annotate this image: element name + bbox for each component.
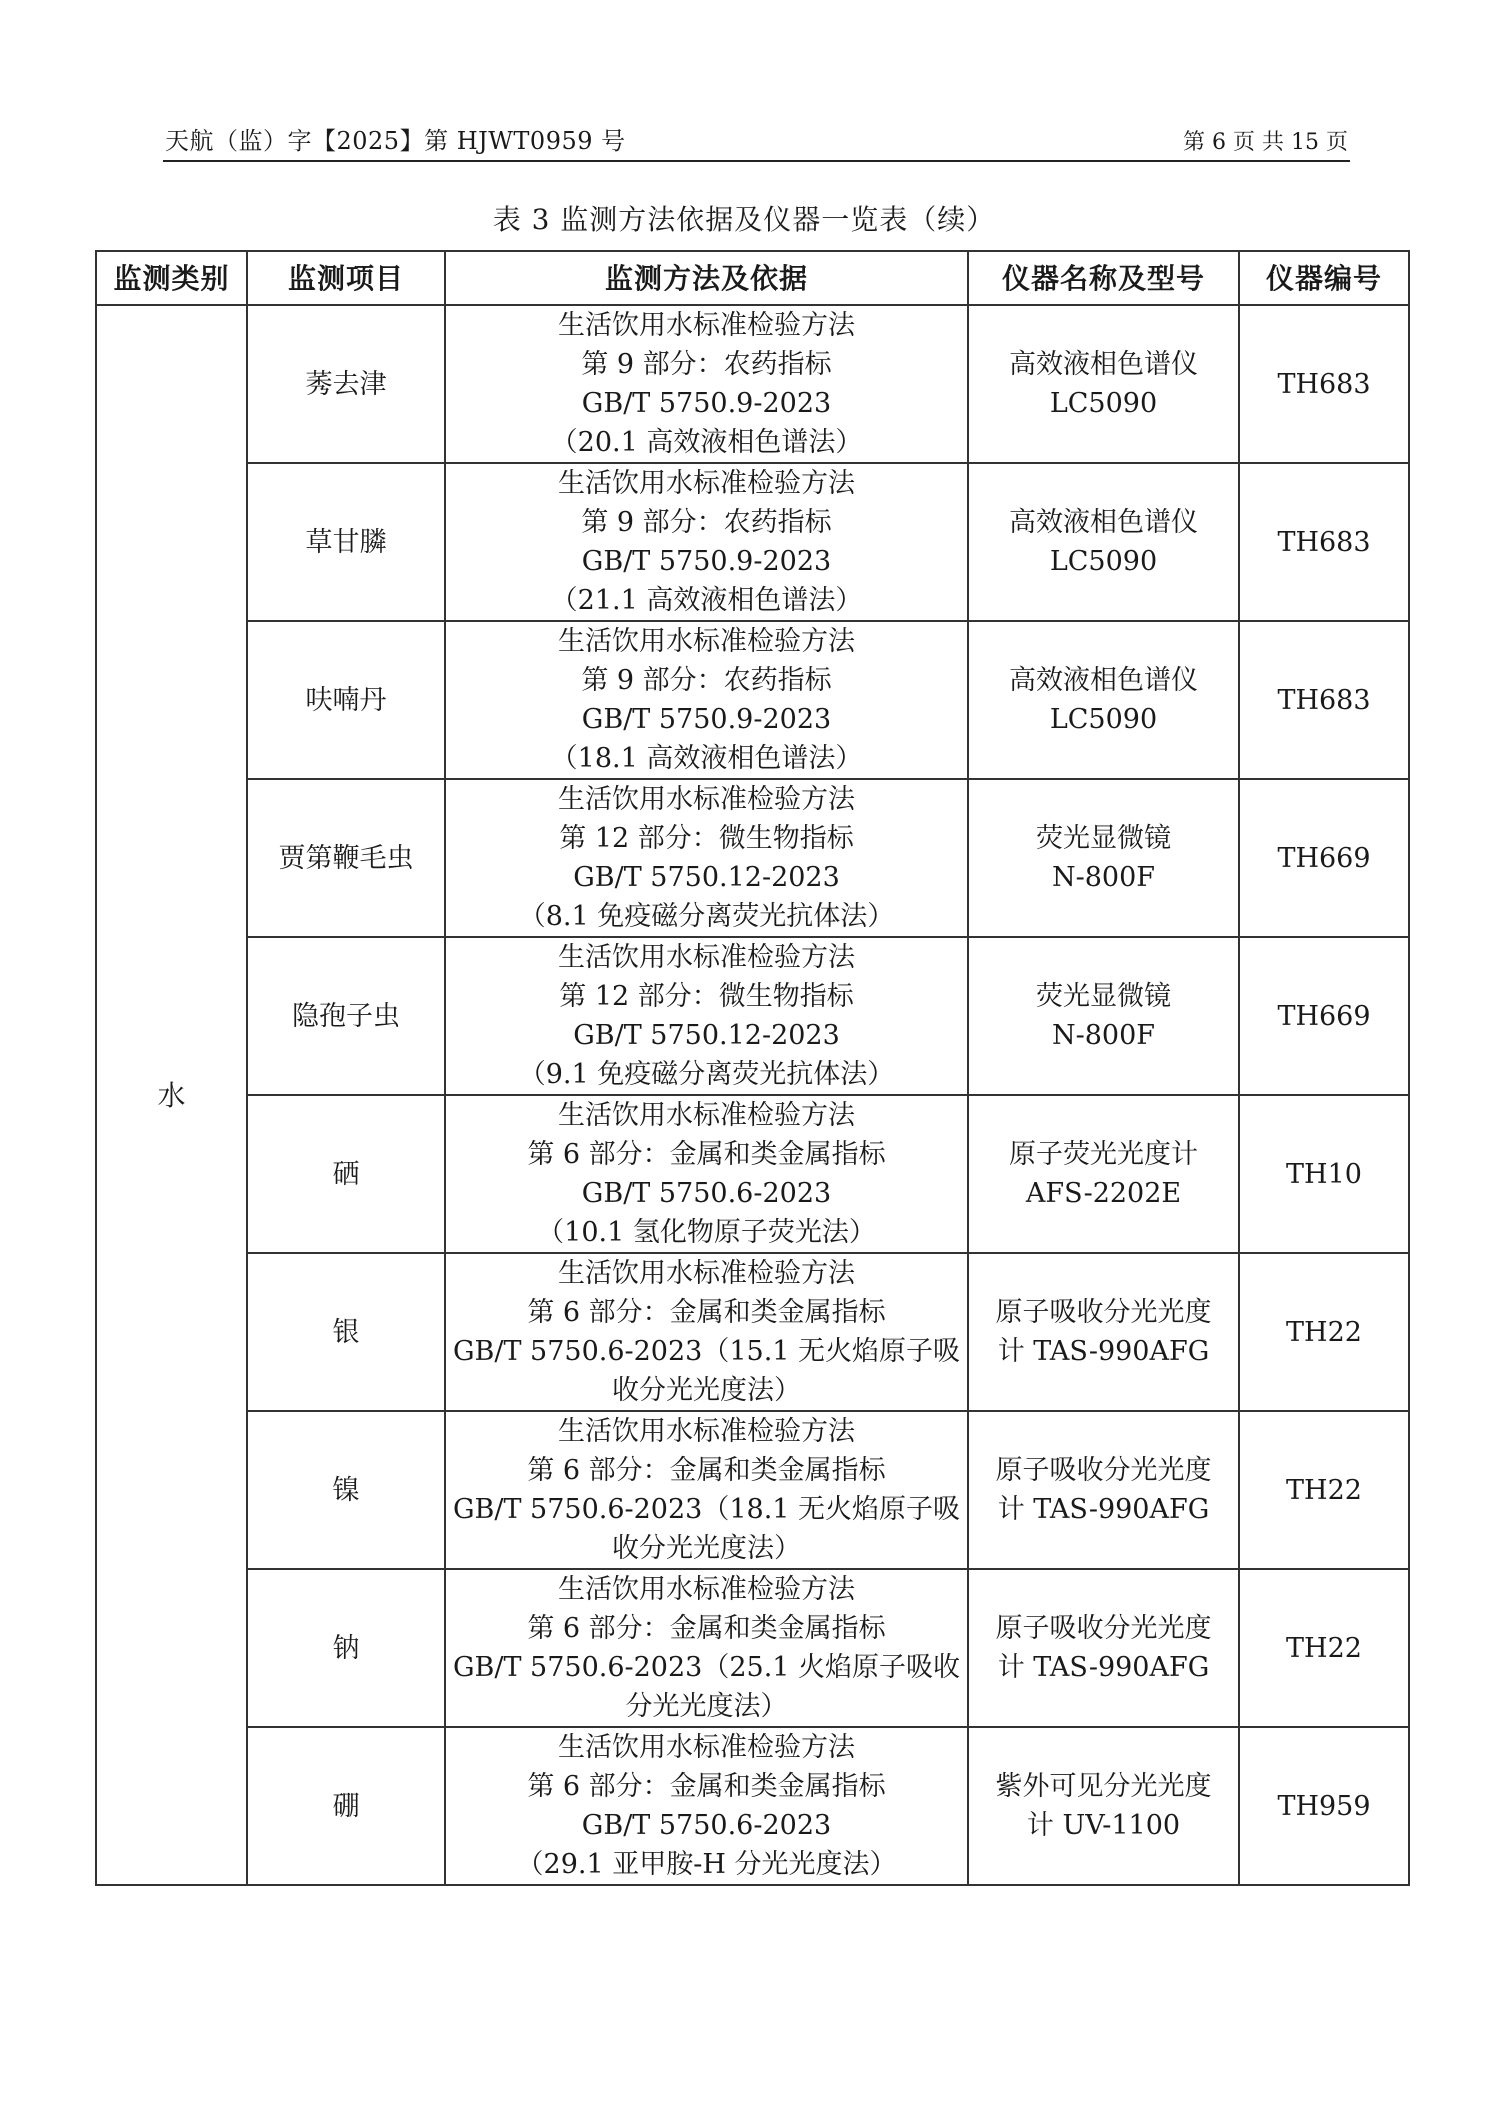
method-cell [445,305,968,463]
instrument-id-cell: TH22 [1239,1411,1409,1569]
item-cell: 草甘膦 [247,463,445,621]
report-number: 天航（监）字【2025】第 HJWT0959 号 [165,127,626,155]
method-line: GB/T 5750.6-2023（15.1 无火焰原子吸 [452,1336,961,1367]
method-line: （8.1 免疫磁分离荧光抗体法） [518,901,895,932]
instrument-cell [968,937,1239,1095]
instrument-line: 荧光显微镜 [1036,823,1171,854]
table-row [96,1727,1409,1885]
instrument-line: 计 UV-1100 [1026,1810,1181,1841]
instrument-line: 原子吸收分光光度 [995,1455,1212,1486]
instrument-line: 计 TAS-990AFG [997,1494,1210,1525]
method-cell [445,1727,968,1885]
item-cell: 莠去津 [247,305,445,463]
instrument-line: 紫外可见分光光度 [995,1771,1212,1802]
method-cell [445,621,968,779]
table-row [96,1095,1409,1253]
instrument-cell [968,1727,1239,1885]
table-row [96,621,1409,779]
col-header-instrument: 仪器名称及型号 [968,251,1239,305]
instrument-cell [968,779,1239,937]
instrument-line: N-800F [1051,1020,1156,1051]
instrument-line: 荧光显微镜 [1036,981,1171,1012]
instrument-line: 计 TAS-990AFG [997,1336,1210,1367]
item-cell: 镍 [247,1411,445,1569]
method-line: （10.1 氢化物原子荧光法） [537,1217,876,1248]
method-instrument-table [95,250,1410,1886]
category-cell: 水 [96,305,247,1885]
item-cell: 呋喃丹 [247,621,445,779]
method-line: GB/T 5750.9-2023 [581,388,832,419]
instrument-line: 原子吸收分光光度 [995,1613,1212,1644]
method-line: GB/T 5750.6-2023（18.1 无火焰原子吸 [452,1494,961,1525]
instrument-line: N-800F [1051,862,1156,893]
instrument-line: 高效液相色谱仪 [1009,507,1198,538]
instrument-id-cell: TH683 [1239,463,1409,621]
table-row [96,305,1409,463]
method-line: GB/T 5750.9-2023 [581,546,832,577]
method-line: 生活饮用水标准检验方法 [558,310,855,341]
method-cell [445,937,968,1095]
method-line: 第 9 部分：农药指标 [581,665,832,696]
instrument-line: 原子吸收分光光度 [995,1297,1212,1328]
instrument-line: 计 TAS-990AFG [997,1652,1210,1683]
instrument-line: LC5090 [1049,704,1158,735]
method-line: 生活饮用水标准检验方法 [558,1100,855,1131]
col-header-method: 监测方法及依据 [445,251,968,305]
method-line: GB/T 5750.9-2023 [581,704,832,735]
instrument-cell [968,621,1239,779]
instrument-line: 高效液相色谱仪 [1009,349,1198,380]
method-line: 分光光度法） [625,1691,788,1722]
method-line: 收分光光度法） [612,1533,801,1564]
method-line: 生活饮用水标准检验方法 [558,942,855,973]
col-header-instrument-id: 仪器编号 [1239,251,1409,305]
method-line: 第 6 部分：金属和类金属指标 [527,1139,886,1170]
method-line: 第 6 部分：金属和类金属指标 [527,1455,886,1486]
method-cell [445,463,968,621]
col-header-category: 监测类别 [96,251,247,305]
method-line: 生活饮用水标准检验方法 [558,1732,855,1763]
method-line: 生活饮用水标准检验方法 [558,1574,855,1605]
instrument-cell [968,1411,1239,1569]
instrument-cell [968,1569,1239,1727]
instrument-id-cell: TH10 [1239,1095,1409,1253]
instrument-id-cell: TH22 [1239,1253,1409,1411]
item-cell: 硒 [247,1095,445,1253]
method-line: （20.1 高效液相色谱法） [550,427,863,458]
instrument-line: AFS-2202E [1025,1178,1182,1209]
method-line: 生活饮用水标准检验方法 [558,626,855,657]
method-line: （29.1 亚甲胺-H 分光光度法） [516,1849,897,1880]
method-cell [445,1253,968,1411]
instrument-id-cell: TH669 [1239,937,1409,1095]
table-row [96,1253,1409,1411]
col-header-item: 监测项目 [247,251,445,305]
item-cell: 贾第鞭毛虫 [247,779,445,937]
method-line: GB/T 5750.12-2023 [573,862,840,893]
table-row [96,1569,1409,1727]
instrument-line: 原子荧光光度计 [1009,1139,1198,1170]
item-cell: 银 [247,1253,445,1411]
item-cell: 隐孢子虫 [247,937,445,1095]
instrument-id-cell: TH22 [1239,1569,1409,1727]
table-row [96,937,1409,1095]
instrument-cell [968,305,1239,463]
method-line: 生活饮用水标准检验方法 [558,1416,855,1447]
page-number: 第 6 页 共 15 页 [1183,130,1348,155]
method-line: GB/T 5750.6-2023 [581,1178,832,1209]
method-cell [445,779,968,937]
method-cell [445,1095,968,1253]
page-header [163,124,1350,162]
instrument-id-cell: TH683 [1239,305,1409,463]
table-row [96,463,1409,621]
item-cell: 硼 [247,1727,445,1885]
method-line: 生活饮用水标准检验方法 [558,468,855,499]
table-row [96,779,1409,937]
instrument-id-cell: TH683 [1239,621,1409,779]
instrument-line: LC5090 [1049,388,1158,419]
method-line: 第 12 部分：微生物指标 [559,823,854,854]
instrument-line: 高效液相色谱仪 [1009,665,1198,696]
instrument-id-cell: TH959 [1239,1727,1409,1885]
instrument-id-cell: TH669 [1239,779,1409,937]
item-cell: 钠 [247,1569,445,1727]
table-header-row [96,251,1409,305]
method-line: 收分光光度法） [612,1375,801,1406]
instrument-cell [968,463,1239,621]
method-cell [445,1569,968,1727]
instrument-cell [968,1253,1239,1411]
method-line: （18.1 高效液相色谱法） [550,743,863,774]
method-line: 第 9 部分：农药指标 [581,349,832,380]
method-line: GB/T 5750.6-2023 [581,1810,832,1841]
method-line: GB/T 5750.12-2023 [573,1020,840,1051]
table-row [96,1411,1409,1569]
table-caption: 表 3 监测方法依据及仪器一览表（续） [492,203,996,236]
method-line: 第 9 部分：农药指标 [581,507,832,538]
method-line: 第 6 部分：金属和类金属指标 [527,1613,886,1644]
method-line: （9.1 免疫磁分离荧光抗体法） [518,1059,895,1090]
instrument-cell [968,1095,1239,1253]
method-line: 第 12 部分：微生物指标 [559,981,854,1012]
method-line: 第 6 部分：金属和类金属指标 [527,1771,886,1802]
method-line: （21.1 高效液相色谱法） [550,585,863,616]
method-line: 生活饮用水标准检验方法 [558,1258,855,1289]
method-cell [445,1411,968,1569]
instrument-line: LC5090 [1049,546,1158,577]
method-line: 第 6 部分：金属和类金属指标 [527,1297,886,1328]
method-line: 生活饮用水标准检验方法 [558,784,855,815]
method-line: GB/T 5750.6-2023（25.1 火焰原子吸收 [452,1652,961,1683]
